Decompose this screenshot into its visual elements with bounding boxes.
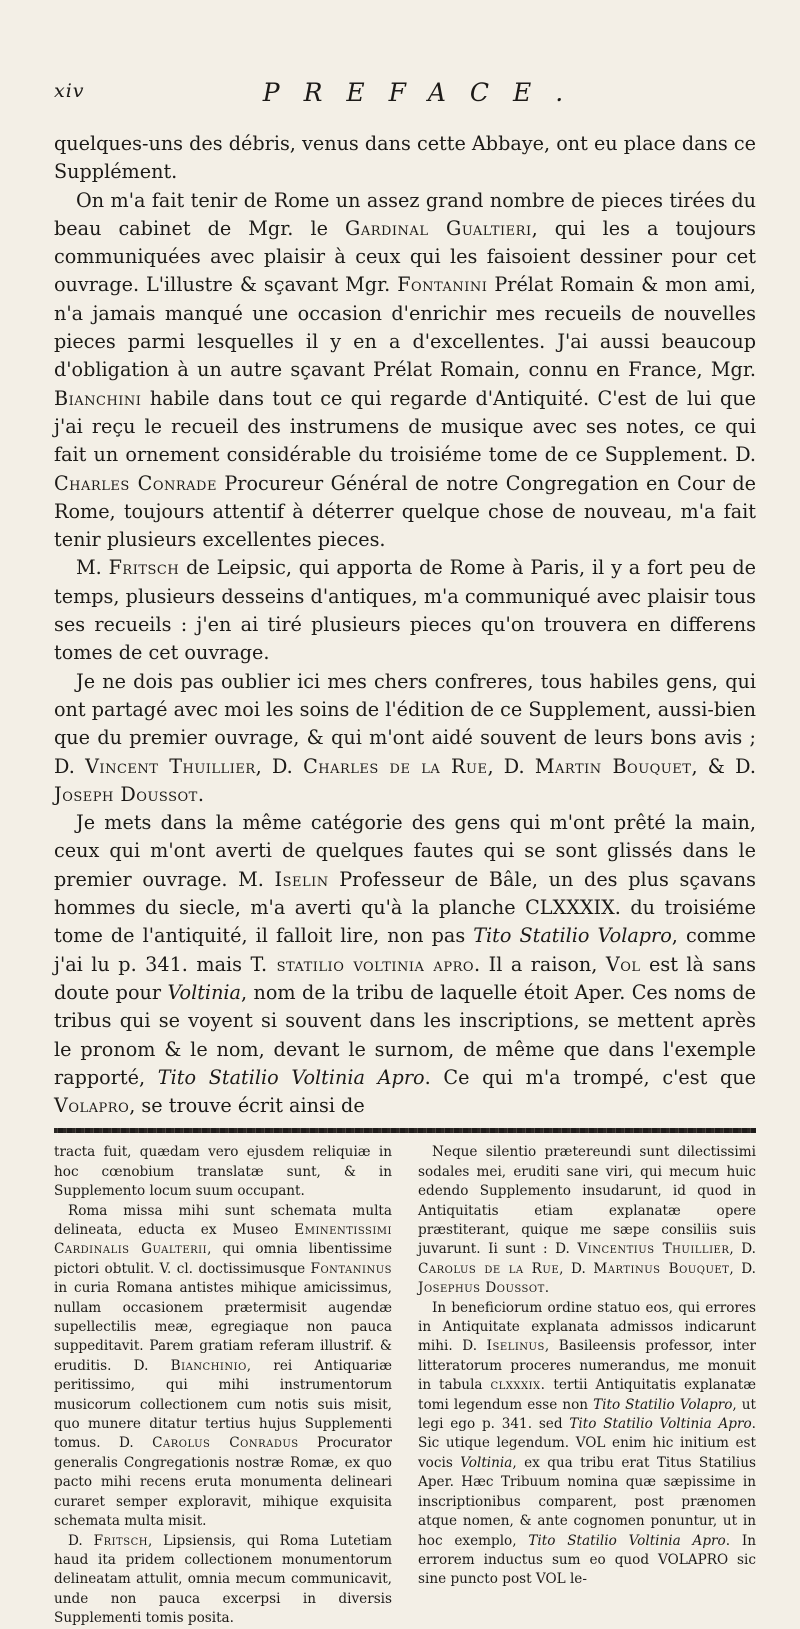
footnote-right-1: Neque silentio prætereundi sunt dilectissimi sodales mei, eruditi sane viri, qui mecum huic edendo Supplemento insudarunt, id quod in Antiquitatis etiam explanatæ opere præstiterant, quique me sæpe consiliis suis juvarunt. Ii sunt : D. Vincentius Thuillier, D. Carolus de la Rue, D. Martinus Bouquet, D. Josephus Doussot. — [418, 1144, 756, 1297]
name-de-la-rue: Charles de la Rue — [303, 754, 488, 778]
name-fontanini: Fontanini — [397, 273, 488, 297]
reading-volapro: Tito Statilio Volapro — [473, 924, 672, 948]
name-fritsch: Fritsch — [108, 556, 180, 580]
running-title: PREFACE. — [262, 78, 588, 107]
footnote-left-1: tracta fuit, quædam vero ejusdem reliquiæ in hoc cœnobium translatæ sunt, & in Supplemento locum suum occupant. — [54, 1144, 392, 1200]
name-thuillier: Vincent Thuillier — [85, 754, 256, 778]
main-paragraph-1: quelques-uns des débris, venus dans cette Abbaye, ont eu place dans ce Supplément. — [54, 132, 756, 184]
footnote-left-2: Roma missa mihi sunt schemata multa delineata, educta ex Museo Eminentissimi Cardinalis Gualterii, qui omnia libentissime pictori obtulit. V. cl. doctissimusque Fontaninus in curia Romana antistes mihique amicissimus, nullam occasionem prætermisit augendæ supellectilis meæ, egregiaque non pauca suppeditavit. Parem gratiam referam illustrif. & eruditis. D. Bianchinio, rei Antiquariæ peritissimo, qui mihi instrumentorum musicorum collectionem cum notis suis misit, quo munere ditatur tertius hujus Supplementi tomus. D. Carolus Conradus Procurator generalis Congregationis nostræ Romæ, ex quo pacto mihi recens eruta monumenta delineari curaret semper exploravit, mihique exquisita schemata multa misit. — [54, 1202, 392, 1530]
name-bouquet: Martin Bouquet — [534, 754, 692, 778]
footnote-column-left — [54, 1143, 392, 1628]
footnote-divider — [54, 1128, 756, 1133]
footnote-right-2: In beneficiorum ordine statuo eos, qui errores in Antiquitate explanata admissos indicarunt mihi. D. Iselinus, Basileensis professor, inter litteratorum proceres numerandus, me monuit in tabula clxxxix. tertii Antiquitatis explanatæ tomi legendum esse non Tito Statilio Volapro, ut legi ego p. 341. sed Tito Statilio Voltinia Apro. Sic utique legendum. VOL enim hic initium est vocis Voltinia, ex qua tribu erat Titus Statilius Aper. Hæc Tribuum nomina quæ sæpissime in inscriptionibus comparent, post prænomen atque nomen, & ante cognomen ponuntur, ut in hoc exemplo, Tito Statilio Voltinia Apro. In errorem inductus sum eo quod VOLAPRO sic sine puncto post VOL le- — [418, 1299, 756, 1588]
reading-voltinia-caps: T. statilio voltinia apro — [250, 952, 475, 976]
main-paragraph-3: M. Fritsch de Leipsic, qui apporta de Rome à Paris, il y a fort peu de temps, plusieurs desseins d'antiques, m'a communiqué avec plaisir tous ses recueils : j'en ai tiré plusieurs pieces qu'on trouvera en differens tomes de cet ouvrage. — [54, 556, 756, 665]
name-bianchini: Bianchini — [54, 386, 142, 410]
main-paragraph-2: On m'a fait tenir de Rome un assez grand nombre de pieces tirées du beau cabinet de Mgr. le Gardinal Gualtieri, qui les a toujours communiquées avec plaisir à ceux qui les faisoient dessiner pour cet ouvrage. L'illustre & sçavant Mgr. Fontanini Prélat Romain & mon ami, n'a jamais manqué une occasion d'enrichir mes recueils de nouvelles pieces parmi lesquelles il y en a d'excellentes. J'ai aussi beaucoup d'obligation à un autre sçavant Prélat Romain, connu en France, Mgr. Bianchini habile dans tout ce qui regarde d'Antiquité. C'est de lui que j'ai reçu le recueil des instrumens de musique avec ses notes, ce qui fait un ornement considérable du troisiéme tome de ce Supplement. D. Charles Conrade Procureur Général de notre Congregation en Cour de Rome, toujours attentif à déterrer quelque chose de nouveau, m'a fait tenir plusieurs excellentes pieces. — [54, 188, 757, 552]
running-head — [54, 0, 756, 122]
name-doussot: Joseph Doussot — [54, 782, 198, 806]
name-iselin: Iselin — [274, 867, 329, 891]
footnotes — [54, 1143, 756, 1628]
main-text — [54, 130, 756, 1120]
footnote-column-right — [418, 1143, 756, 1628]
main-paragraph-5: Je mets dans la même catégorie des gens qui m'ont prêté la main, ceux qui m'ont averti de quelques fautes qui se sont glissés dans le premier ouvrage. M. Iselin Professeur de Bâle, un des plus sçavans hommes du siecle, m'a averti qu'à la planche CLXXXIX. du troisiéme tome de l'antiquité, il falloit lire, non pas Tito Statilio Volapro, comme j'ai lu p. 341. mais T. statilio voltinia apro. Il a raison, Vol est là sans doute pour Voltinia, nom de la tribu de laquelle étoit Aper. Ces noms de tribus qui se voyent si souvent dans les inscriptions, se mettent après le pronom & le nom, devant le surnom, de même que dans l'exemple rapporté, Tito Statilio Voltinia Apro. Ce qui m'a trompé, c'est que Volapro, se trouve écrit ainsi de — [54, 811, 757, 1118]
name-conrade: Charles Conrade — [54, 471, 217, 495]
footnote-left-3: D. Fritsch, Lipsiensis, qui Roma Lutetiam haud ita pridem collectionem monumentorum delineatam attulit, omnia mecum communicavit, unde non pauca excerpsi in diversis Supplementi tomis posita. — [54, 1532, 392, 1627]
main-paragraph-4: Je ne dois pas oublier ici mes chers confreres, tous habiles gens, qui ont partagé avec moi les soins de l'édition de ce Supplement, aussi-bien que du premier ouvrage, & qui m'ont aidé souvent de leurs bons avis ; D. Vincent Thuillier, D. Charles de la Rue, D. Martin Bouquet, & D. Joseph Doussot. — [54, 669, 756, 806]
page-number: xiv — [54, 80, 85, 102]
name-gualtieri: Gardinal Gualtieri — [345, 216, 532, 240]
